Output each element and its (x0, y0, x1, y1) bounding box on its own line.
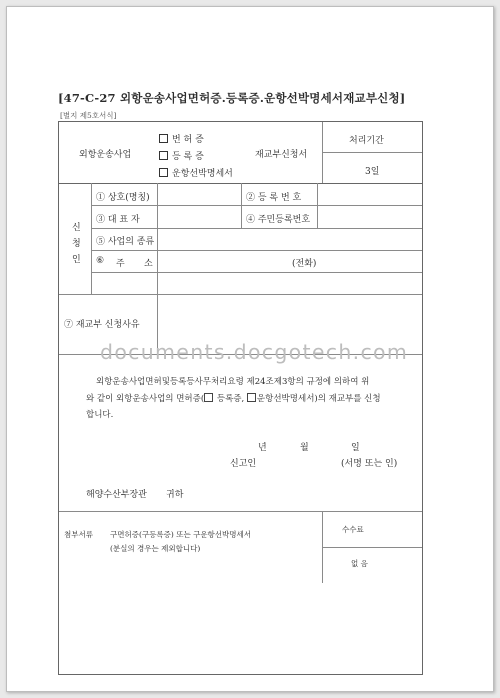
inline-checkbox-vessel-list[interactable] (247, 393, 256, 402)
checkbox-vessel-list[interactable] (159, 168, 168, 177)
date-day: 일 (351, 443, 360, 453)
checkbox-license[interactable] (159, 134, 168, 143)
field-representative-label: ③ 대 표 자 (96, 215, 140, 225)
signature-hint: (서명 또는 인) (341, 459, 398, 469)
inline-checkbox-registration[interactable] (204, 393, 213, 402)
statement-line-2 (86, 391, 411, 408)
option-license[interactable] (159, 132, 204, 145)
option-registration-label: 등 록 증 (172, 152, 204, 162)
date-month: 월 (300, 443, 309, 453)
statement-line-2-a: 와 같이 외항운송사업의 면허증( (86, 394, 205, 404)
field-address-label-b: 소 (144, 259, 153, 269)
addressee-suffix: 귀하 (166, 490, 184, 500)
field-trade-name-label: ① 상호(명칭) (96, 193, 150, 203)
processing-period-value: 3일 (365, 167, 380, 177)
statement-line-2-b: 등록증, (214, 394, 247, 404)
field-resident-no-label: ④ 주민등록번호 (246, 215, 311, 225)
applicant-char-3: 인 (72, 255, 81, 265)
statement-line-1: 외항운송사업면허및등록등사무처리요령 제24조제3항의 규정에 의하여 위 (96, 377, 370, 387)
field-address-number: ⑥ (96, 256, 105, 266)
option-registration[interactable] (159, 149, 204, 162)
checkbox-registration[interactable] (159, 151, 168, 160)
business-type-label: 외항운송사업 (79, 150, 132, 160)
reason-label: ⑦ 재교부 신청사유 (64, 320, 140, 330)
applicant-char-1: 신 (72, 223, 81, 233)
applicant-sign-label: 신고인 (230, 459, 257, 469)
field-address-label-a: 주 (116, 259, 125, 269)
attachment-text: 구면허증(구등록증) 또는 구운항선박명세서 (110, 530, 252, 539)
attachment-note: (분실의 경우는 제외합니다) (110, 544, 201, 553)
field-business-kind-label: ⑤ 사업의 종류 (96, 237, 155, 247)
option-vessel-list[interactable] (159, 166, 233, 179)
date-year: 년 (258, 443, 267, 453)
field-phone-label: (전화) (292, 259, 317, 269)
document-title: [47-C-27 외항운송사업면허증.등록증.운항선박명세서재교부신청] (58, 91, 406, 105)
statement-line-2-c: 운항선박명세서)의 재교부를 신청 (256, 394, 381, 404)
fee-label: 수수료 (342, 525, 364, 534)
form-name: 재교부신청서 (255, 150, 308, 160)
processing-period-label: 처리기간 (349, 136, 384, 146)
addressee: 해양수산부장관 (86, 490, 147, 500)
watermark: documents.docgotech.com (100, 340, 409, 364)
attachment-label: 첨부서류 (64, 530, 93, 539)
field-registration-no-label: ② 등 록 번 호 (246, 193, 302, 203)
statement-line-3: 합니다. (86, 410, 114, 420)
option-vessel-list-label: 운항선박명세서 (172, 169, 233, 179)
fee-value: 없 음 (351, 559, 368, 568)
applicant-char-2: 청 (72, 239, 81, 249)
option-license-label: 번 허 증 (172, 135, 204, 145)
form-number: [별지 제5호서식] (60, 111, 117, 120)
